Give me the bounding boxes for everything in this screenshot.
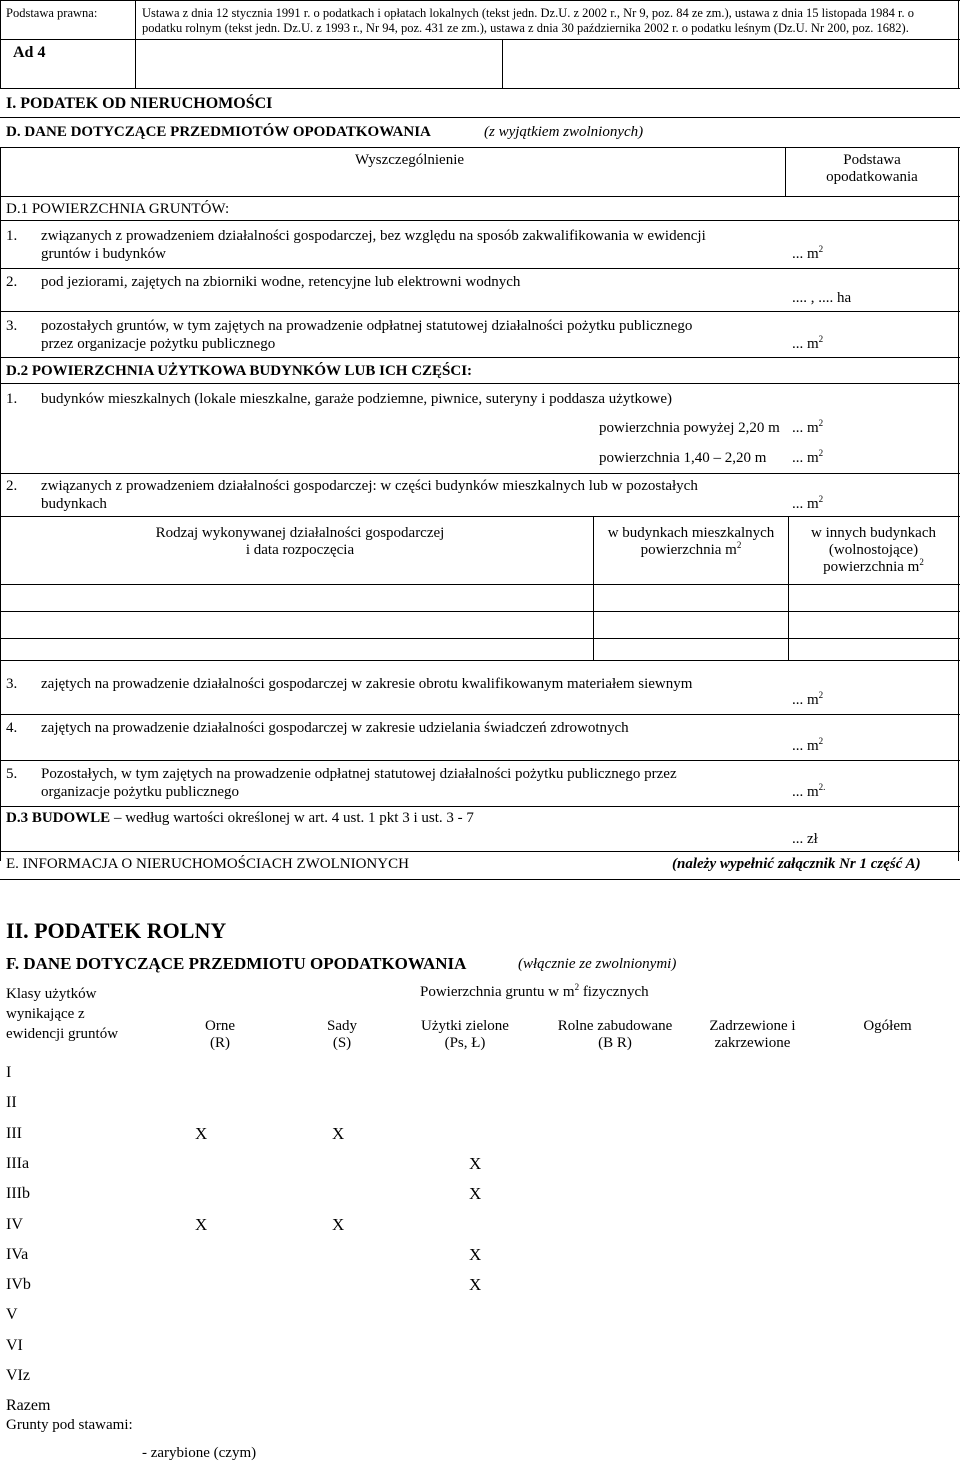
class-row-mark: X — [469, 1153, 482, 1173]
d1-item-2-num: 2. — [6, 274, 18, 290]
section-2-title: II. PODATEK ROLNY — [6, 918, 227, 943]
d2-item-2-num: 2. — [6, 478, 18, 494]
d1-item-2-value[interactable]: .... , .... ha — [792, 290, 852, 306]
class-row-label: II — [6, 1094, 17, 1112]
column-specification: Wyszczególnienie — [355, 152, 465, 168]
d2-item-4-value[interactable]: ... $m^2$ — [792, 736, 824, 754]
class-row-mark: X — [332, 1214, 345, 1234]
class-row-label: III — [6, 1124, 22, 1142]
column-tax-base: Podstawa opodatkowania — [826, 152, 918, 185]
section-d-note: (z wyjątkiem zwolnionych) — [484, 124, 644, 140]
area-header: Powierzchnia gruntu w $m^2$ fizycznych — [420, 982, 649, 1000]
class-row-label: IVa — [6, 1245, 29, 1263]
ad-label: Ad 4 — [13, 44, 46, 61]
class-row-mark: X — [469, 1275, 482, 1295]
d2-item-4-line1: zajętych na prowadzenie działalności gospodarczej w zakresie udzielania świadczeń zdrowotnych — [41, 720, 629, 736]
class-row-label: IIIb — [6, 1185, 30, 1203]
class-row-mark: X — [469, 1244, 482, 1264]
d2-table-col-activity: Rodzaj wykonywanej działalności gospodarczej i data rozpoczęcia — [155, 525, 445, 558]
d2-item-3-num: 3. — [6, 676, 18, 692]
class-row-label: IV — [6, 1215, 23, 1233]
d2-title: D.2 POWIERZCHNIA UŻYTKOWA BUDYNKÓW LUB ICH CZĘŚCI: — [6, 363, 473, 379]
e-title: E. INFORMACJA O NIERUCHOMOŚCIACH ZWOLNIONYCH — [6, 856, 409, 872]
column-arable: Orne (R) — [205, 1018, 235, 1051]
class-row-label: I — [6, 1064, 12, 1081]
d1-item-3-line1: pozostałych gruntów, w tym zajętych na prowadzenie odpłatnej statutowej działalności pożytku publicznego — [41, 318, 693, 334]
d1-item-1-line2: gruntów i budynków — [41, 246, 166, 262]
d2-table-col-residential: w budynkach mieszkalnych powierzchnia $m^2$ — [607, 525, 775, 558]
d2-table-col-other: w innych budynkach (wolnostojące) powierzchnia $m^2$ — [811, 525, 936, 575]
d1-item-2-line1: pod jeziorami, zajętych na zbiorniki wodne, retencyjne lub elektrowni wodnych — [41, 274, 521, 290]
legal-basis-line1: Ustawa z dnia 12 stycznia 1991 r. o podatkach i opłatach lokalnych (tekst jedn. Dz.U. z 2002 r., Nr 9, poz. 84 ze zm.), ustawa z dnia 15 listopada 1984 r. o — [142, 6, 915, 20]
section-f-note: (włącznie ze zwolnionymi) — [518, 956, 677, 972]
d2-item-4-num: 4. — [6, 720, 18, 736]
class-row-label: IVb — [6, 1276, 31, 1294]
d2-sub-2-value[interactable]: ... $m^2$ — [792, 448, 824, 466]
d3-label: D.3 BUDOWLE — [6, 810, 111, 826]
d1-item-1-line1: związanych z prowadzeniem działalności gospodarczej, bez względu na sposób zakwalifikowania w ewidencji — [41, 228, 706, 244]
d1-item-3-num: 3. — [6, 318, 18, 334]
d3-text: – według wartości określonej w art. 4 ust. 1 pkt 3 i ust. 3 - 7 — [113, 810, 474, 826]
header-label: Podstawa prawna: — [6, 6, 98, 20]
d2-item-3-value[interactable]: ... $m^2$ — [792, 690, 824, 708]
d2-item-5-value[interactable]: ... $m^{2.}$ — [792, 782, 826, 800]
under-ponds-label: Grunty pod stawami: — [6, 1417, 133, 1433]
e-note: (należy wypełnić załącznik Nr 1 część A) — [672, 856, 921, 872]
column-grassland: Użytki zielone (Ps, Ł) — [421, 1018, 509, 1051]
d2-item-2-line1: związanych z prowadzeniem działalności gospodarczej: w części budynków mieszkalnych lub w pozostałych — [41, 478, 698, 494]
d2-sub-2-label: powierzchnia 1,40 – 2,20 m — [599, 450, 767, 466]
d2-item-3-line1: zajętych na prowadzenie działalności gospodarczej w zakresie obrotu kwalifikowanym materiałem siewnym — [41, 676, 693, 692]
class-row-label: Razem — [6, 1397, 51, 1415]
class-row-label: VIz — [6, 1367, 30, 1384]
d2-item-2-line2: budynkach — [41, 496, 107, 512]
d3-row — [6, 810, 474, 827]
class-row-mark: X — [195, 1214, 208, 1234]
d2-item-2-value[interactable]: ... $m^2$ — [792, 494, 824, 512]
class-row-label: VI — [6, 1336, 23, 1354]
d2-item-5-num: 5. — [6, 766, 18, 782]
column-total: Ogółem — [863, 1018, 912, 1034]
column-wooded: Zadrzewione i zakrzewione — [709, 1018, 796, 1051]
column-orchards: Sady (S) — [327, 1018, 357, 1051]
d2-item-5-line1: Pozostałych, w tym zajętych na prowadzenie odpłatnej statutowej działalności pożytku publicznego przez — [41, 766, 677, 782]
class-column-header: Klasy użytków wynikające z ewidencji gruntów — [6, 986, 119, 1042]
section-d-title: D. DANE DOTYCZĄCE PRZEDMIOTÓW OPODATKOWANIA — [6, 124, 431, 140]
d2-sub-1-value[interactable]: ... $m^2$ — [792, 418, 824, 436]
d1-item-3-line2: przez organizacje pożytku publicznego — [41, 336, 276, 352]
section-1-title: I. PODATEK OD NIERUCHOMOŚCI — [6, 95, 273, 112]
d2-item-5-line2: organizacje pożytku publicznego — [41, 784, 239, 800]
d2-item-1-num: 1. — [6, 391, 18, 407]
d1-title: D.1 POWIERZCHNIA GRUNTÓW: — [6, 201, 230, 217]
legal-basis-line2: podatku rolnym (tekst jedn. Dz.U. z 1993 r., Nr 94, poz. 431 ze zm.), ustawa z dnia 30 października 2002 r. o podatku leśnym (Dz.U. Nr 200, poz. 1682). — [142, 21, 909, 35]
d1-item-3-value[interactable]: ... $m^2$ — [792, 334, 824, 352]
d1-item-1-value[interactable]: ... $m^2$ — [792, 244, 824, 262]
class-row-mark: X — [332, 1123, 345, 1143]
class-row-label: V — [6, 1306, 18, 1324]
section-f-title: F. DANE DOTYCZĄCE PRZEDMIOTU OPODATKOWANIA — [6, 954, 467, 973]
column-built-agricultural: Rolne zabudowane (B R) — [557, 1018, 673, 1051]
class-row-mark: X — [195, 1123, 208, 1143]
d1-item-1-num: 1. — [6, 228, 18, 244]
d2-sub-1-label: powierzchnia powyżej 2,20 m — [599, 420, 780, 436]
stocked-fish-label: - zarybione (czym) — [142, 1445, 257, 1461]
class-row-label: IIIa — [6, 1154, 30, 1172]
class-row-mark: X — [469, 1184, 482, 1204]
d3-value[interactable]: ... zł — [792, 831, 818, 847]
d2-item-1-text: budynków mieszkalnych (lokale mieszkalne, garaże podziemne, piwnice, suteryny i poddasza użytkowe) — [41, 391, 673, 407]
